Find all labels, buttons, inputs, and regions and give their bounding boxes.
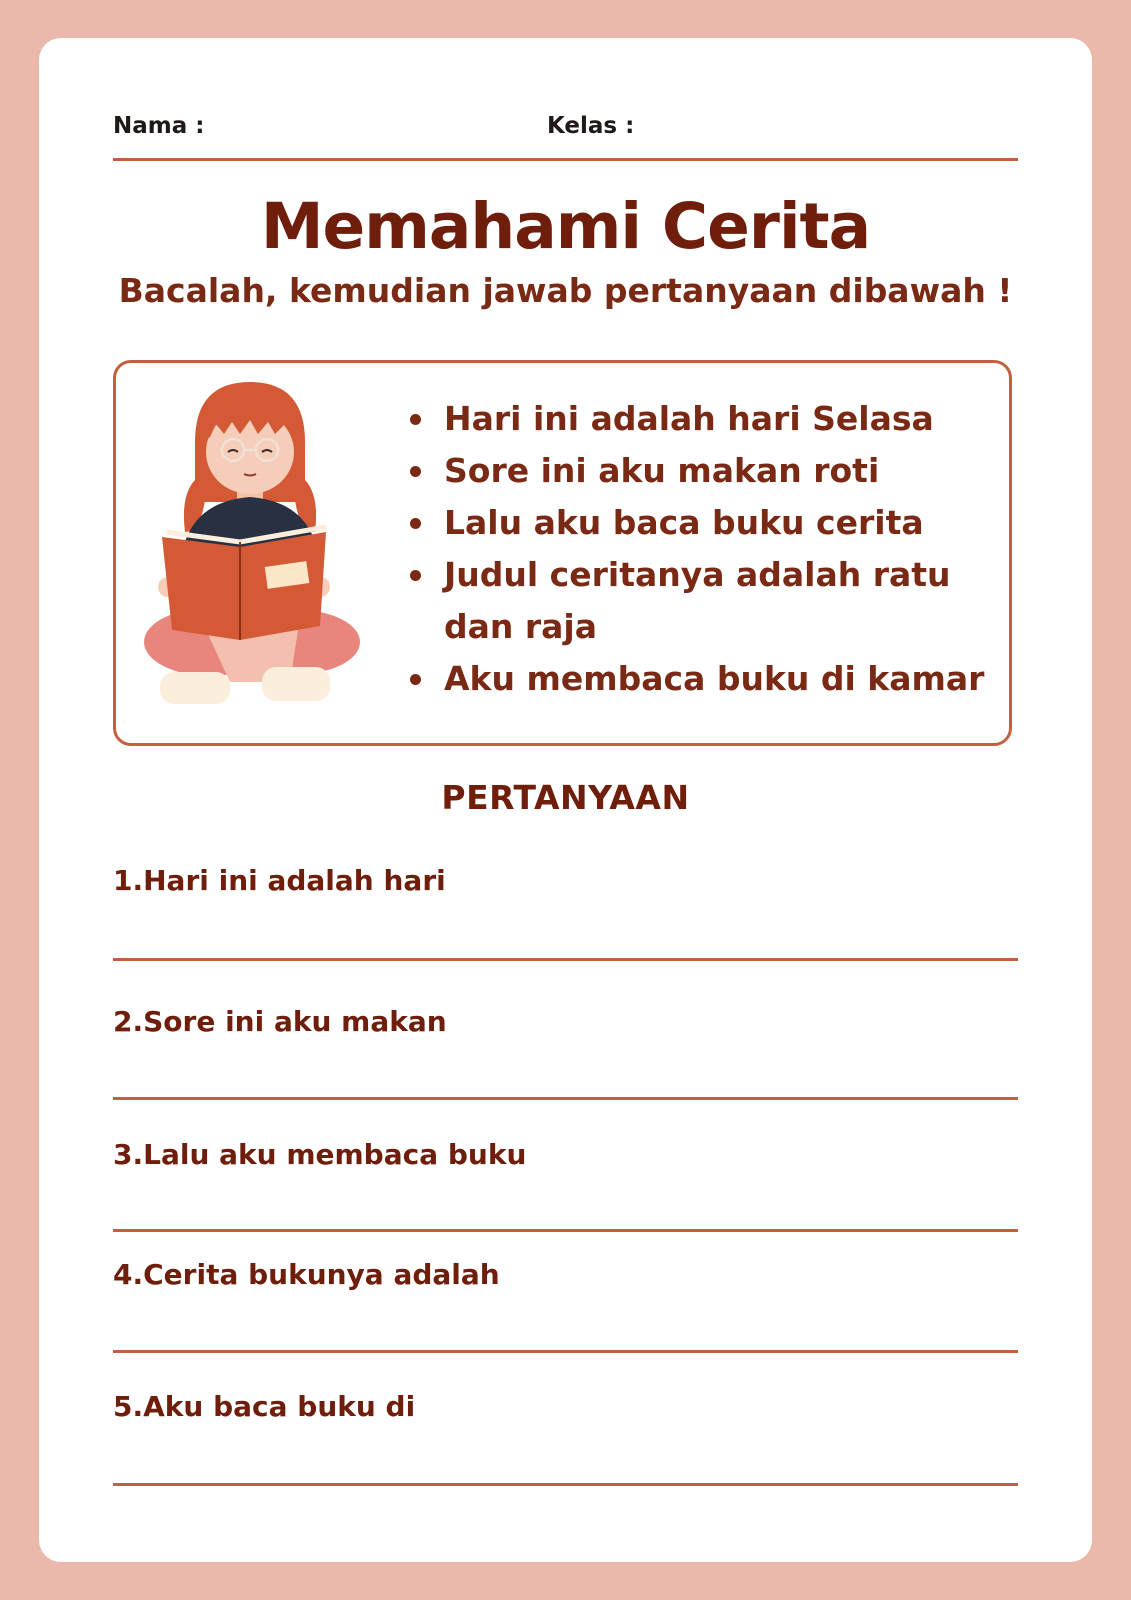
question-1: 1.Hari ini adalah hari — [113, 864, 446, 897]
story-line: Judul ceritanya adalah ratu dan raja — [410, 549, 1010, 653]
story-line: Lalu aku baca buku cerita — [410, 497, 1010, 549]
story-line: Aku membaca buku di kamar — [410, 653, 1010, 705]
question-3: 3.Lalu aku membaca buku — [113, 1138, 527, 1171]
girl-reading-book-icon — [140, 382, 362, 722]
bullet-icon — [410, 466, 421, 477]
question-5: 5.Aku baca buku di — [113, 1390, 416, 1423]
question-2: 2.Sore ini aku makan — [113, 1005, 447, 1038]
class-label: Kelas : — [547, 113, 635, 139]
bullet-icon — [410, 414, 421, 425]
answer-line-2[interactable] — [113, 1097, 1018, 1100]
page-title: Memahami Cerita — [260, 190, 871, 263]
page-subtitle: Bacalah, kemudian jawab pertanyaan dibawah ! — [118, 271, 1013, 310]
story-list — [410, 393, 1010, 705]
bullet-icon — [410, 570, 421, 581]
question-4: 4.Cerita bukunya adalah — [113, 1258, 500, 1291]
answer-line-3[interactable] — [113, 1229, 1018, 1232]
questions-title: PERTANYAAN — [441, 778, 690, 817]
story-line: Sore ini aku makan roti — [410, 445, 1010, 497]
bullet-icon — [410, 518, 421, 529]
name-label: Nama : — [113, 113, 205, 139]
header-divider — [113, 158, 1018, 161]
answer-line-5[interactable] — [113, 1483, 1018, 1486]
bullet-icon — [410, 674, 421, 685]
answer-line-4[interactable] — [113, 1350, 1018, 1353]
story-line: Hari ini adalah hari Selasa — [410, 393, 1010, 445]
answer-line-1[interactable] — [113, 958, 1018, 961]
